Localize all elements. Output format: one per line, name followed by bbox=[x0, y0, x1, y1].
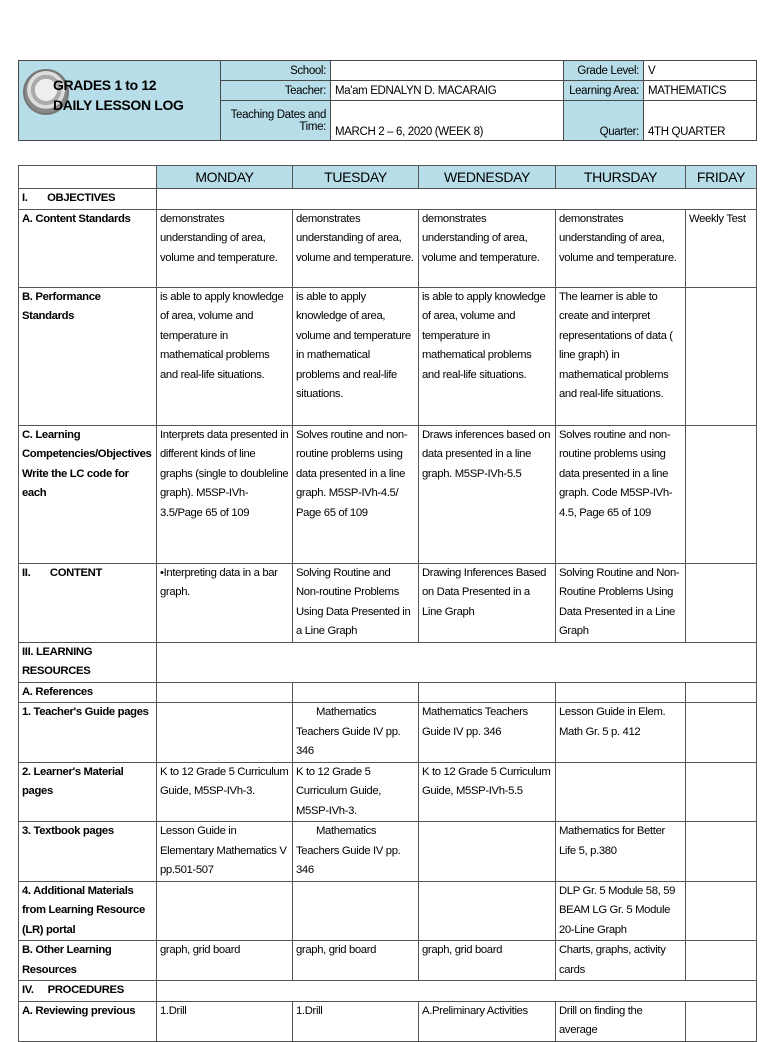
cell-mon bbox=[157, 682, 293, 703]
cell-mon: 1.Drill bbox=[157, 1001, 293, 1041]
grade-value: V bbox=[644, 61, 757, 81]
cell-tue bbox=[293, 682, 419, 703]
days-header-row bbox=[19, 166, 757, 189]
references-row bbox=[19, 682, 757, 703]
cell-mon: K to 12 Grade 5 Curriculum Guide, M5SP-IVh-3. bbox=[157, 762, 293, 822]
table-row bbox=[19, 881, 757, 941]
learning-resources-span bbox=[157, 642, 757, 682]
day-thursday: THURSDAY bbox=[556, 166, 686, 189]
dates-value bbox=[331, 101, 564, 141]
teacher-label: Teacher: bbox=[221, 81, 331, 101]
quarter-value-text: 4TH QUARTER bbox=[648, 126, 726, 138]
cell-wed: A.Preliminary Activities bbox=[419, 1001, 556, 1041]
cell-fri bbox=[686, 563, 757, 642]
cell-tue: Mathematics Teachers Guide IV pp. 346 bbox=[293, 822, 419, 882]
cell-wed: graph, grid board bbox=[419, 941, 556, 981]
procedures-span bbox=[157, 981, 757, 1002]
performance-standards-label: B. Performance Standards bbox=[19, 287, 157, 425]
cell-tue: is able to apply knowledge of area, volume and temperature in mathematical problems and real-life situations. bbox=[293, 287, 419, 425]
cell-mon bbox=[157, 703, 293, 763]
cell-tue: Solves routine and non-routine problems using data presented in a line graph. M5SP-IVh-4.5/ Page 65 of 109 bbox=[293, 425, 419, 563]
cell-thu: Mathematics for Better Life 5, p.380 bbox=[556, 822, 686, 882]
area-label: Learning Area: bbox=[564, 81, 644, 101]
table-row bbox=[19, 762, 757, 822]
title-block bbox=[19, 61, 221, 141]
references-label: A. References bbox=[19, 682, 157, 703]
cell-mon bbox=[157, 881, 293, 941]
cell-mon: Lesson Guide in Elementary Mathematics V pp.501-507 bbox=[157, 822, 293, 882]
cell-thu: demonstrates understanding of area, volume and temperature. bbox=[556, 209, 686, 287]
procedures-row bbox=[19, 981, 757, 1002]
cell-tue bbox=[293, 881, 419, 941]
table-row bbox=[19, 425, 757, 563]
learning-resources-row bbox=[19, 642, 757, 682]
day-monday: MONDAY bbox=[157, 166, 293, 189]
cell-thu: Lesson Guide in Elem. Math Gr. 5 p. 412 bbox=[556, 703, 686, 763]
objectives-span bbox=[157, 189, 757, 210]
procedures-heading: IV. PROCEDURES bbox=[19, 981, 157, 1002]
cell-wed: demonstrates understanding of area, volume and temperature. bbox=[419, 209, 556, 287]
cell-mon: •Interpreting data in a bar graph. bbox=[157, 563, 293, 642]
cell-mon: is able to apply knowledge of area, volume and temperature in mathematical problems and real-life situations. bbox=[157, 287, 293, 425]
cell-wed bbox=[419, 682, 556, 703]
cell-mon: demonstrates understanding of area, volume and temperature. bbox=[157, 209, 293, 287]
area-value: MATHEMATICS bbox=[644, 81, 757, 101]
cell-fri bbox=[686, 425, 757, 563]
learners-material-label: 2. Learner's Material pages bbox=[19, 762, 157, 822]
lesson-log-table bbox=[18, 165, 757, 1042]
dates-label-2: Time: bbox=[221, 121, 331, 141]
content-standards-label: A. Content Standards bbox=[19, 209, 157, 287]
cell-fri bbox=[686, 682, 757, 703]
textbook-label: 3. Textbook pages bbox=[19, 822, 157, 882]
dates-label-1: Teaching Dates and bbox=[221, 101, 331, 121]
cell-thu: DLP Gr. 5 Module 58, 59 BEAM LG Gr. 5 Module 20-Line Graph bbox=[556, 881, 686, 941]
cell-tue: demonstrates understanding of area, volume and temperature. bbox=[293, 209, 419, 287]
cell-tue: graph, grid board bbox=[293, 941, 419, 981]
cell-thu bbox=[556, 762, 686, 822]
quarter-label-text: Quarter: bbox=[599, 126, 639, 138]
cell-fri bbox=[686, 287, 757, 425]
cell-wed bbox=[419, 822, 556, 882]
blank-header-cell bbox=[19, 166, 157, 189]
objectives-row bbox=[19, 189, 757, 210]
table-row bbox=[19, 287, 757, 425]
cell-fri: Weekly Test bbox=[686, 209, 757, 287]
additional-materials-label: 4. Additional Materials from Learning Resource (LR) portal bbox=[19, 881, 157, 941]
objectives-heading: I. OBJECTIVES bbox=[19, 189, 157, 210]
cell-wed: Mathematics Teachers Guide IV pp. 346 bbox=[419, 703, 556, 763]
header-table bbox=[18, 60, 757, 141]
cell-tue: 1.Drill bbox=[293, 1001, 419, 1041]
cell-wed: is able to apply knowledge of area, volume and temperature in mathematical problems and real-life situations. bbox=[419, 287, 556, 425]
cell-fri bbox=[686, 762, 757, 822]
table-row bbox=[19, 209, 757, 287]
competencies-label: C. Learning Competencies/Objectives Write the LC code for each bbox=[19, 425, 157, 563]
school-value bbox=[331, 61, 564, 81]
school-label: School: bbox=[221, 61, 331, 81]
table-row bbox=[19, 822, 757, 882]
cell-thu: The learner is able to create and interpret representations of data ( line graph) in mathematical problems and real-life situations. bbox=[556, 287, 686, 425]
teachers-guide-label: 1. Teacher's Guide pages bbox=[19, 703, 157, 763]
table-row bbox=[19, 563, 757, 642]
cell-wed bbox=[419, 881, 556, 941]
cell-thu bbox=[556, 682, 686, 703]
cell-mon: graph, grid board bbox=[157, 941, 293, 981]
cell-fri bbox=[686, 881, 757, 941]
teacher-value: Ma'am EDNALYN D. MACARAIG bbox=[331, 81, 564, 101]
title-line-1: GRADES 1 to 12 bbox=[53, 77, 157, 93]
learning-resources-heading: III. LEARNING RESOURCES bbox=[19, 642, 157, 682]
cell-thu: Solves routine and non-routine problems using data presented in a line graph. Code M5SP-IVh-4.5, Page 65 of 109 bbox=[556, 425, 686, 563]
cell-wed: K to 12 Grade 5 Curriculum Guide, M5SP-IVh-5.5 bbox=[419, 762, 556, 822]
table-row bbox=[19, 941, 757, 981]
cell-fri bbox=[686, 822, 757, 882]
title-line-2: DAILY LESSON LOG bbox=[53, 97, 184, 113]
cell-mon: Interprets data presented in different kinds of line graphs (single to doubleline graph). M5SP-IVh-3.5/Page 65 of 109 bbox=[157, 425, 293, 563]
reviewing-label: A. Reviewing previous bbox=[19, 1001, 157, 1041]
table-row bbox=[19, 703, 757, 763]
day-tuesday: TUESDAY bbox=[293, 166, 419, 189]
cell-fri bbox=[686, 941, 757, 981]
quarter-label bbox=[564, 101, 644, 141]
grade-label: Grade Level: bbox=[564, 61, 644, 81]
table-row bbox=[19, 1001, 757, 1041]
cell-fri bbox=[686, 703, 757, 763]
cell-thu: Charts, graphs, activity cards bbox=[556, 941, 686, 981]
cell-fri bbox=[686, 1001, 757, 1041]
cell-wed: Draws inferences based on data presented in a line graph. M5SP-IVh-5.5 bbox=[419, 425, 556, 563]
day-wednesday: WEDNESDAY bbox=[419, 166, 556, 189]
cell-wed: Drawing Inferences Based on Data Presented in a Line Graph bbox=[419, 563, 556, 642]
dates-value-text: MARCH 2 – 6, 2020 (WEEK 8) bbox=[335, 126, 484, 138]
content-label: II. CONTENT bbox=[19, 563, 157, 642]
quarter-value bbox=[644, 101, 757, 141]
other-resources-label: B. Other Learning Resources bbox=[19, 941, 157, 981]
cell-tue: Mathematics Teachers Guide IV pp. 346 bbox=[293, 703, 419, 763]
cell-tue: Solving Routine and Non-routine Problems Using Data Presented in a Line Graph bbox=[293, 563, 419, 642]
cell-thu: Solving Routine and Non-Routine Problems Using Data Presented in a Line Graph bbox=[556, 563, 686, 642]
cell-thu: Drill on finding the average bbox=[556, 1001, 686, 1041]
cell-tue: K to 12 Grade 5 Curriculum Guide, M5SP-IVh-3. bbox=[293, 762, 419, 822]
day-friday: FRIDAY bbox=[686, 166, 757, 189]
